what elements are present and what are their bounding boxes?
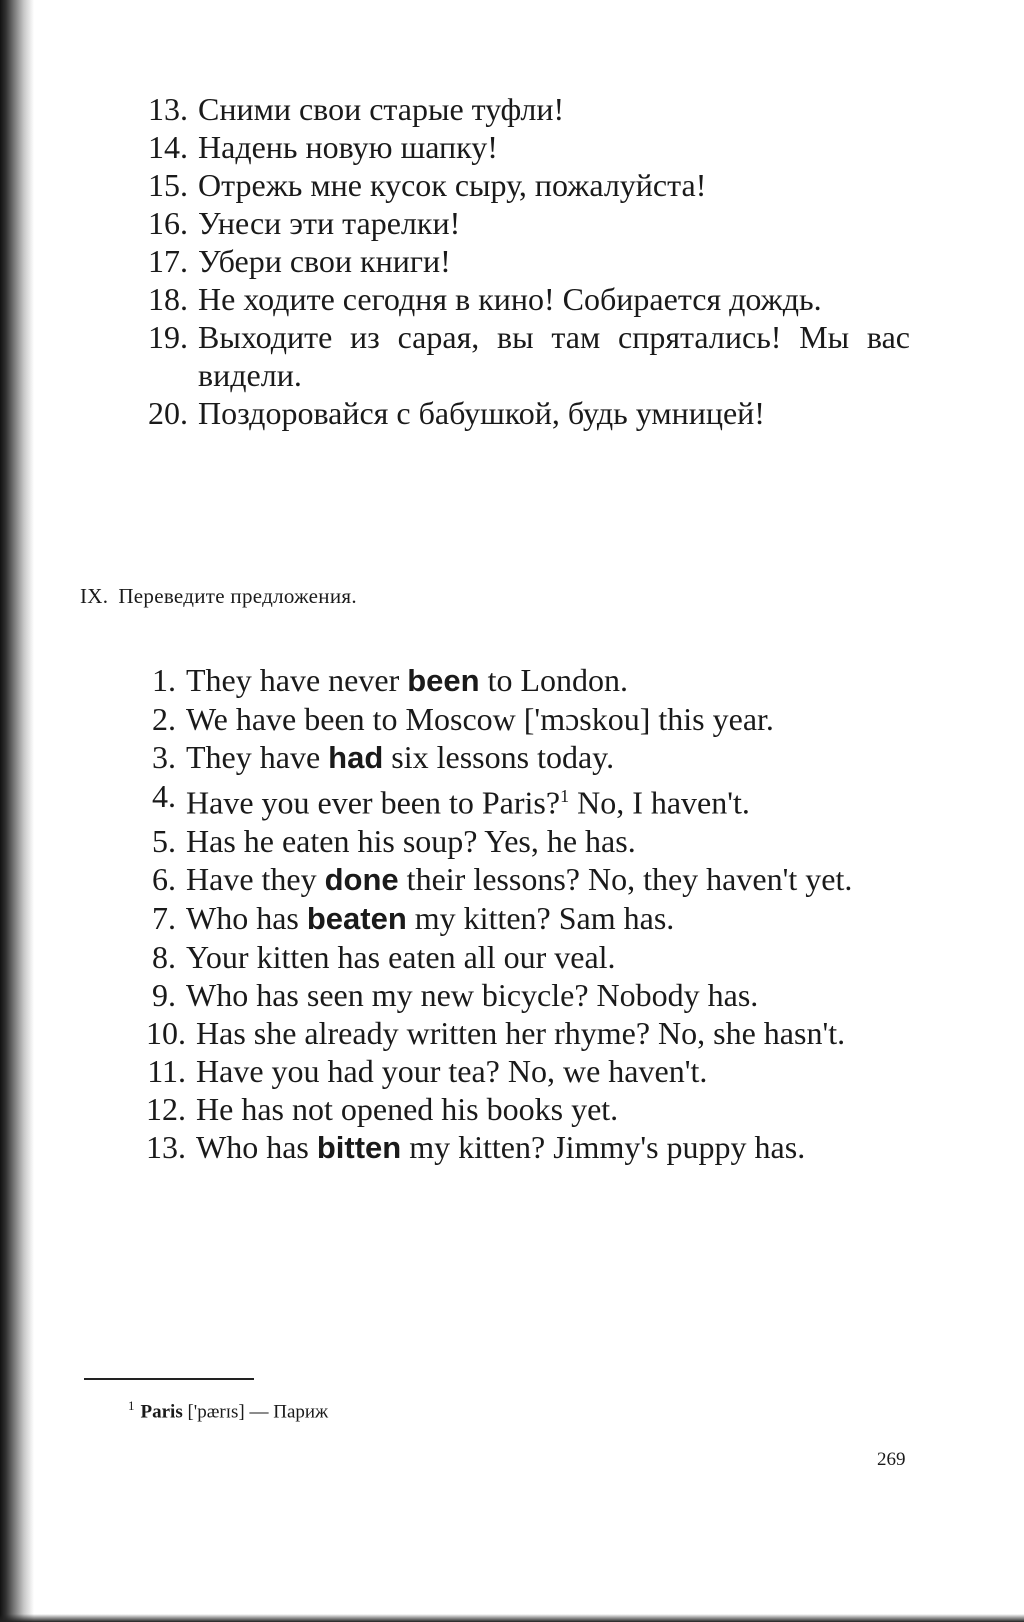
list-item [128,860,910,899]
scan-shadow-edge [0,0,34,1622]
item-number: 11. [147,1052,186,1089]
bold-verb: bitten [316,1129,402,1165]
item-number: 3. [152,739,176,775]
list-item [128,777,910,822]
text-part: He has not opened his books yet. [196,1090,619,1127]
text-part: my kitten? Sam has. [406,899,675,936]
list-item [128,1052,910,1090]
text-part: six lessons today. [383,739,615,775]
item-text [196,1014,910,1052]
list-item [128,938,910,976]
item-text [196,1090,910,1128]
item-text [196,1052,910,1090]
text-part: to London. [479,662,629,698]
item-text: Не ходите сегодня в кино! Собирается дождь. [198,281,822,317]
item-text [186,860,910,899]
list-item [130,280,910,318]
item-number: 2. [152,701,176,737]
item-text [186,661,910,700]
exercise-number: IX. [80,584,109,608]
bold-verb: been [407,663,480,698]
item-number: 12. [146,1090,186,1127]
list-item [128,899,910,938]
text-part: Has he eaten his soup? Yes, he has. [186,822,636,859]
list-item [130,166,910,204]
item-number: 6. [152,860,176,897]
text-part: Who has [186,899,307,936]
text-part: Who has seen my new bicycle? Nobody has. [186,976,759,1013]
list-item [128,976,910,1014]
item-text: Надень новую шапку! [198,129,498,165]
item-text: Унеси эти тарелки! [198,205,461,241]
text-part: Have they [186,860,325,897]
text-part: Has she already written her rhyme? No, she hasn't. [196,1014,846,1051]
item-text [186,899,910,938]
exercise-heading [80,584,357,609]
text-part: Who has [196,1128,317,1165]
list-item [130,90,910,128]
list-item [128,1090,910,1128]
item-text [186,777,910,822]
item-text [186,822,910,860]
list-item [130,242,910,280]
item-number: 14. [148,129,188,165]
item-number: 8. [152,938,176,975]
item-text [186,738,910,777]
bold-verb: done [324,861,399,897]
footnote-term: Paris [140,1401,183,1423]
item-text: Выходите из сарая, вы там спрятались! Мы вас видели. [198,319,910,393]
russian-sentence-list [130,90,910,432]
exercise-instruction: Переведите предложения. [118,584,357,608]
text-part: They have never [186,662,408,698]
bold-verb: beaten [306,900,407,936]
list-item [128,822,910,860]
text-part: Your kitten has eaten all our veal. [186,938,616,975]
list-item [128,661,910,700]
item-text [186,976,910,1014]
item-text [196,1128,910,1167]
item-text [186,938,910,976]
list-item [130,128,910,166]
item-number: 9. [152,976,176,1013]
item-text: Убери свои книги! [198,243,451,279]
item-number: 5. [152,822,176,859]
item-text: Сними свои старые туфли! [198,91,565,127]
text-part: Have you ever been to Paris? [186,784,561,821]
footnote-marker: 1 [128,1398,135,1413]
list-item [128,700,910,738]
text-part: my kitten? Jimmy's puppy has. [401,1128,806,1165]
item-number: 13. [148,91,188,127]
text-part: They have [186,739,329,775]
english-sentence-list [128,661,910,1167]
item-number: 16. [148,205,188,241]
item-number: 4. [152,778,176,814]
item-number: 19. [148,319,188,355]
list-item [130,394,910,432]
item-number: 10. [146,1014,186,1051]
footnote-reference[interactable]: 1 [560,786,570,806]
item-number: 20. [148,395,188,431]
footnote-text: ['pærɪs] — Париж [182,1401,329,1423]
item-number: 7. [152,899,176,936]
list-item [128,1014,910,1052]
item-number: 18. [148,281,188,317]
item-number: 13. [146,1128,186,1165]
item-text [186,700,910,738]
footnote [128,1398,328,1423]
bold-verb: had [328,740,384,775]
scan-bottom-edge [0,1614,1024,1622]
list-item [130,204,910,242]
item-number: 17. [148,243,188,279]
list-item [128,1128,910,1167]
text-part: Have you had your tea? No, we haven't. [196,1052,708,1089]
list-item [128,738,910,777]
item-number: 15. [148,167,188,203]
text-part: No, I haven't. [569,784,750,821]
text-part: We have been to Moscow ['mɔskou] this year. [186,701,774,737]
text-part: their lessons? No, they haven't yet. [398,860,853,897]
item-text: Отрежь мне кусок сыру, пожалуйста! [198,167,707,203]
page-number: 269 [877,1449,906,1470]
item-number: 1. [152,662,176,698]
list-item [130,318,910,394]
footnote-divider [84,1378,254,1380]
item-text: Поздоровайся с бабушкой, будь умницей! [198,395,765,431]
